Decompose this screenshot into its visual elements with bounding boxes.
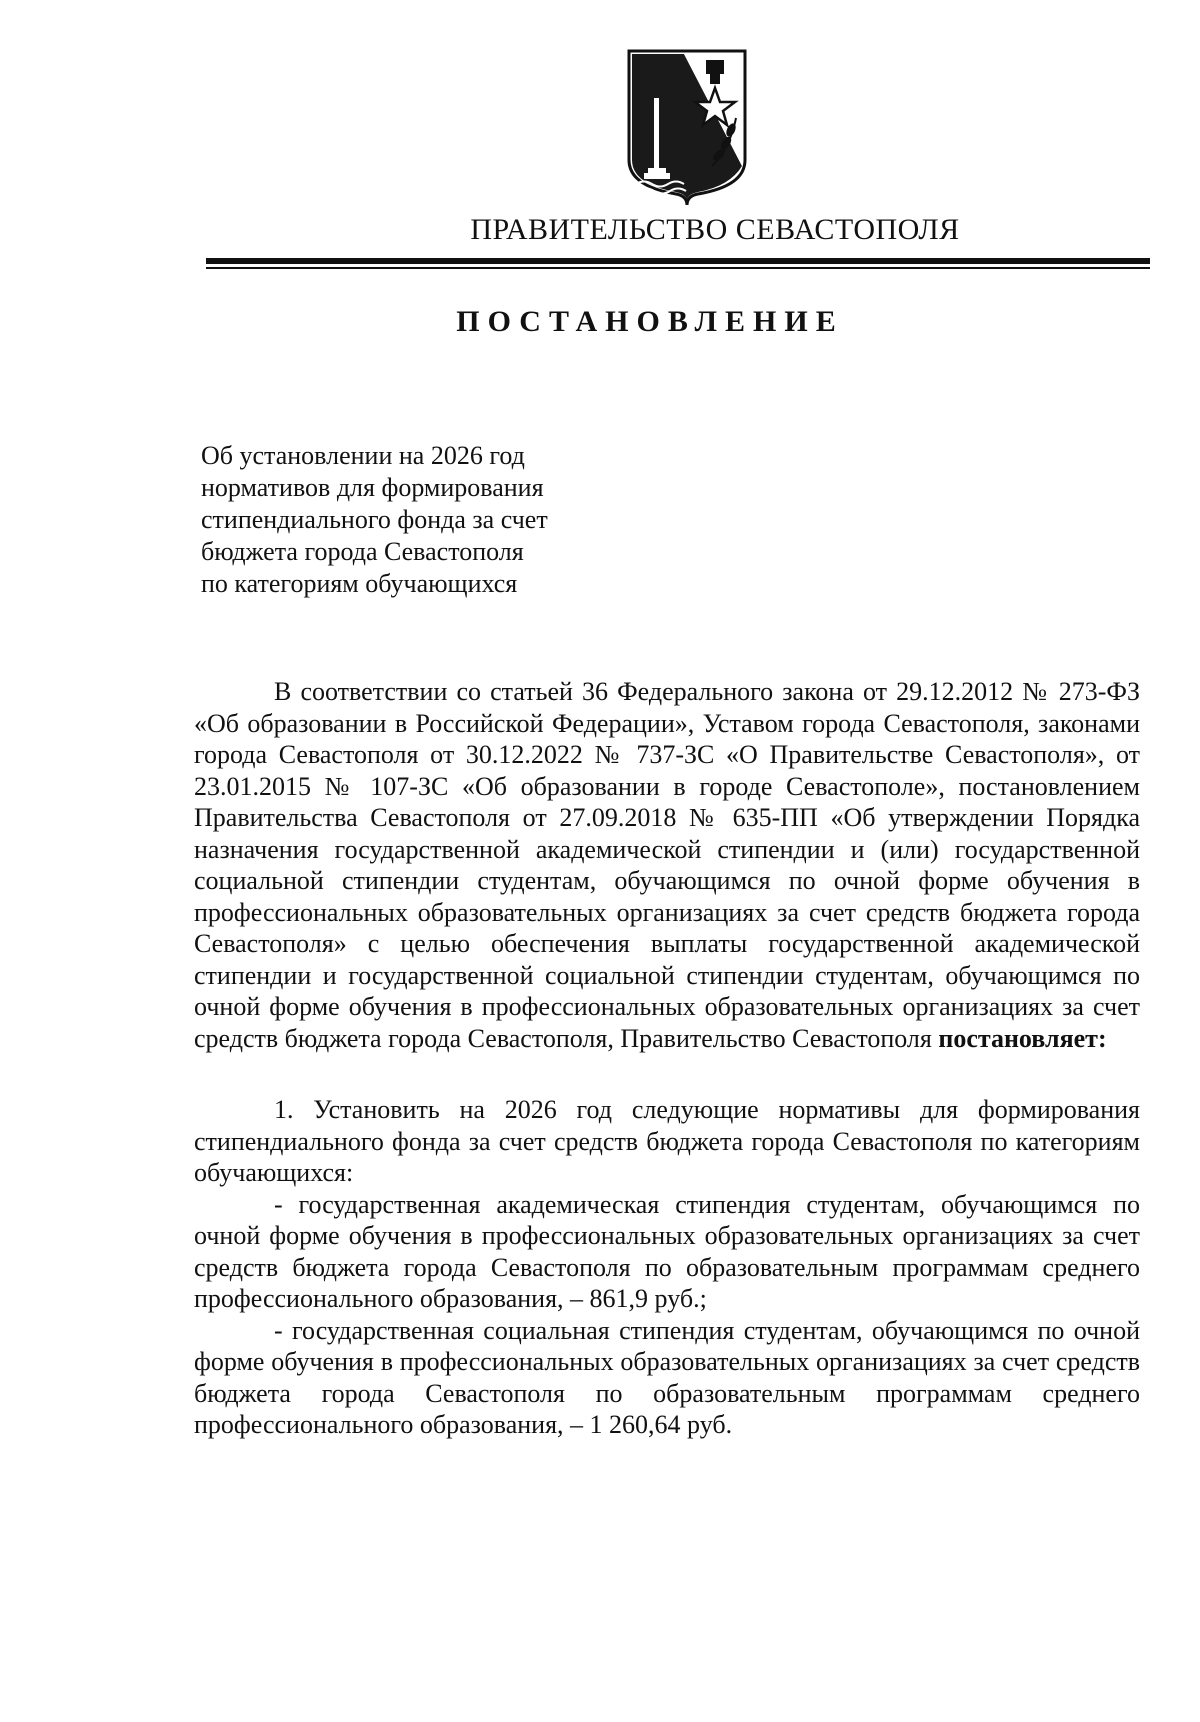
item-paragraph: - государственная академическая стипендия студентам, обучающимся по очной форме обучения в профессиональных образовательных организациях за счет средств бюджета города Севастополя по образовательным программам среднего профессионального образования, – 861,9 руб.; [194,1189,1140,1313]
subject-line: Об установлении на 2026 год [201,441,525,470]
document-subject [201,440,661,600]
subject-line: по категориям обучающихся [201,569,518,598]
subject-line: бюджета города Севастополя [201,537,524,566]
subject-line: стипендиального фонда за счет [201,505,548,534]
preamble-paragraph [194,676,1140,1054]
document-body [194,676,1140,1441]
subject-line: нормативов для формирования [201,473,544,502]
document-type-title: ПОСТАНОВЛЕНИЕ [456,305,844,338]
header-rule-thin [206,267,1150,269]
item-paragraph: - государственная социальная стипендия студентам, обучающимся по очной форме обучения в профессиональных образовательных организациях за счет средств бюджета города Севастополя по образовательным программам среднего профессионального образования, – 1 260,64 руб. [194,1315,1140,1439]
organization-title: ПРАВИТЕЛЬСТВО СЕВАСТОПОЛЯ [470,213,960,246]
decree-word: постановляет: [938,1023,1107,1053]
coat-of-arms-icon [626,48,748,206]
header-rule-thick [206,258,1150,264]
item-paragraph: 1. Установить на 2026 год следующие нормативы для формирования стипендиального фонда за счет средств бюджета города Севастополя по категориям обучающихся: [194,1095,1140,1187]
preamble-text: В соответствии со статьей 36 Федерального закона от 29.12.2012 № 273-ФЗ «Об образовании в Российской Федерации», Уставом города Севастополя, законами города Севастополя от 30.12.2022 № 737-ЗС «О Правительстве Севастополя», от 23.01.2015 № 107-ЗС «Об образовании в городе Севастополе», постановлением Правительства Севастополя от 27.09.2018 № 635-ПП «Об утверждении Порядка назначения государственной академической стипендии и (или) государственной социальной стипендии студентам, обучающимся по очной форме обучения в профессиональных образовательных организациях за счет средств бюджета города Севастополя» с целью обеспечения выплаты государственной академической стипендии и государственной социальной стипендии студентам, обучающимся по очной форме обучения в профессиональных образовательных организациях за счет средств бюджета города Севастополя, Правительство Севастополя [194,677,1140,1053]
